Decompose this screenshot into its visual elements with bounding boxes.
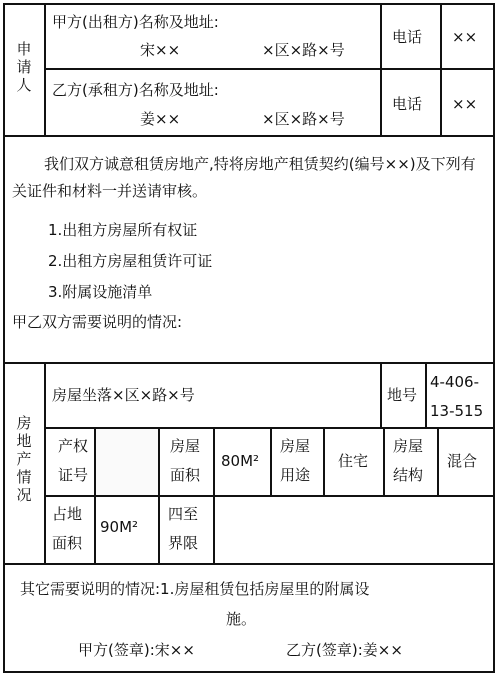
use-label-right (323, 427, 325, 496)
divider-property (3, 563, 495, 565)
structure-label-2: 结构 (393, 466, 424, 484)
land-label-1: 占地 (52, 505, 83, 523)
area-label-1: 房屋 (170, 437, 201, 455)
item-lease-permit: 2.出租方房屋租赁许可证 (48, 252, 213, 270)
lot-value-left (425, 362, 427, 429)
applicant-label: 申请人 (16, 40, 32, 94)
lot-value-2: 13-515 (430, 402, 484, 420)
land-label-2: 面积 (52, 534, 83, 552)
structure-label-left (383, 427, 385, 496)
party-b-address: ×区×路×号 (262, 110, 345, 128)
property-location: 房屋坐落×区×路×号 (52, 386, 195, 404)
divider-body (3, 362, 495, 364)
lot-label: 地号 (387, 386, 418, 404)
structure-label-1: 房屋 (393, 437, 424, 455)
border-left (3, 3, 5, 673)
party-a-address: ×区×路×号 (262, 41, 345, 59)
signature-party-a: 甲方(签章):宋×× (78, 641, 195, 659)
structure-label-right (437, 427, 439, 496)
border-right (493, 3, 495, 673)
party-a-name: 宋×× (140, 41, 181, 59)
use-value: 住宅 (338, 452, 369, 470)
use-label-2: 用途 (280, 466, 311, 484)
phone-label-left (380, 3, 382, 136)
application-paragraph: 我们双方诚意租赁房地产,特将房地产租赁契约(编号××)及下列有关证件和材料一并送请审核。 (12, 155, 476, 200)
divider-applicant (3, 135, 495, 137)
lot-label-left (380, 362, 382, 429)
other-notes-line1: 其它需要说明的情况:1.房屋租赁包括房屋里的附属设 (20, 580, 370, 598)
other-notes-line2: 施。 (226, 610, 257, 628)
party-a-title: 甲方(出租方)名称及地址: (52, 13, 219, 31)
boundary-label-2: 界限 (168, 534, 199, 552)
border-top (3, 3, 495, 5)
phone-label-a: 电话 (392, 28, 423, 46)
area-label-2: 面积 (170, 466, 201, 484)
applicant-row-divider (44, 68, 495, 70)
cert-label-1: 产权 (58, 437, 89, 455)
boundary-label-1: 四至 (168, 505, 199, 523)
party-b-name: 姜×× (140, 110, 181, 128)
item-facility-list: 3.附属设施清单 (48, 283, 153, 301)
phone-value-a: ×× (452, 28, 478, 46)
land-value: 90M² (100, 518, 139, 536)
area-label-left (158, 427, 160, 564)
border-bottom (3, 671, 495, 673)
lot-value-1: 4-406- (430, 373, 479, 391)
use-label-left (270, 427, 272, 496)
cert-number-obscured (96, 429, 158, 495)
phone-value-b: ×× (452, 95, 478, 113)
use-label-1: 房屋 (280, 437, 311, 455)
item-ownership-cert: 1.出租方房屋所有权证 (48, 221, 198, 239)
area-value: 80M² (221, 452, 260, 470)
party-b-title: 乙方(承租方)名称及地址: (52, 81, 219, 99)
signature-party-b: 乙方(签章):姜×× (286, 641, 403, 659)
property-label-divider (44, 362, 46, 564)
area-label-right (213, 427, 215, 564)
phone-label-b: 电话 (392, 95, 423, 113)
structure-value: 混合 (447, 452, 478, 470)
phone-value-left (440, 3, 442, 136)
notes-label: 甲乙双方需要说明的情况: (12, 313, 183, 331)
cert-label-2: 证号 (58, 466, 89, 484)
property-label: 房地产情况 (16, 414, 32, 504)
